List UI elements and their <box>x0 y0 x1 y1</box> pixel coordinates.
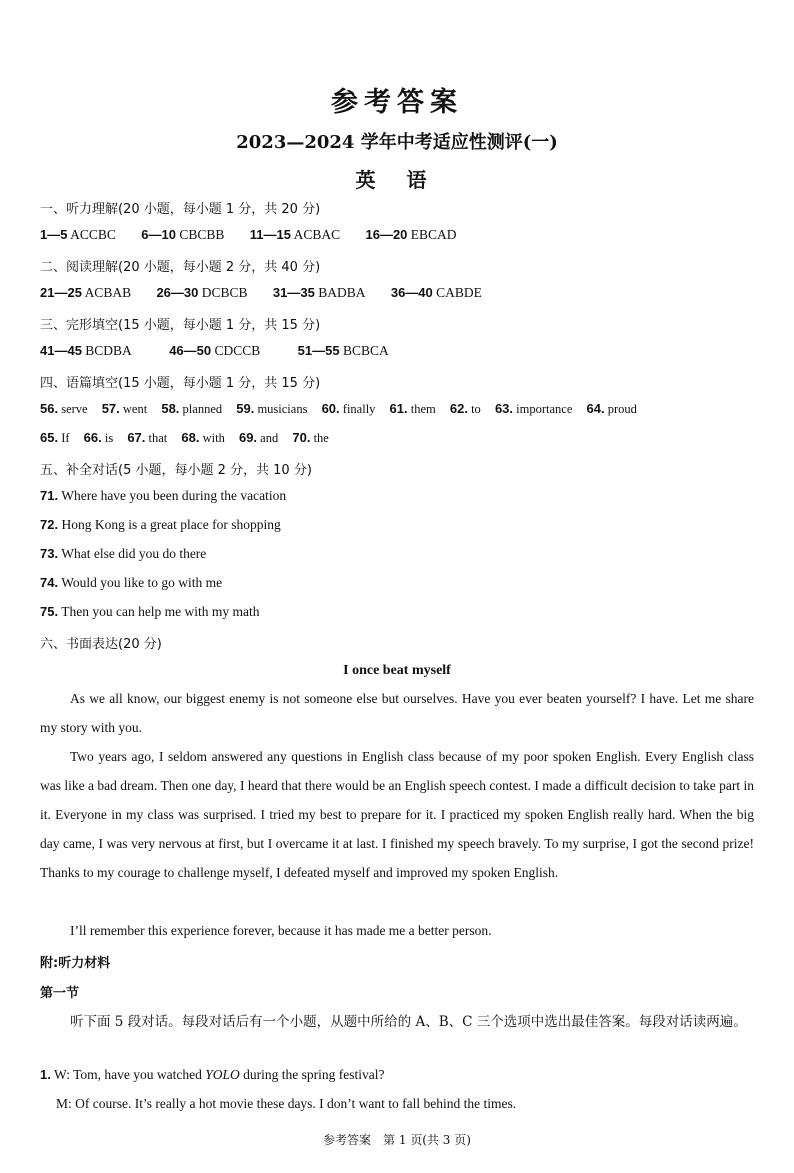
fill-answer: 62. to <box>449 401 481 416</box>
answer-group: 21—25 ACBAB <box>40 285 132 300</box>
answer-group: 16—20 EBCAD <box>365 227 457 242</box>
fill-answer: 60. finally <box>321 401 376 416</box>
section-1-heading: 一、听力理解(20 小题，每小题 1 分，共 20 分) <box>40 202 321 217</box>
answer-group: 36—40 CABDE <box>390 285 482 300</box>
section-5-heading: 五、补全对话(5 小题，每小题 2 分，共 10 分) <box>40 463 312 478</box>
section-4-answers-row-1 <box>40 401 637 417</box>
section-4-answers-row-2 <box>40 430 329 446</box>
answer-group: 26—30 DCBCB <box>156 285 248 300</box>
dialogue-answer: 74. Would you like to go with me <box>40 575 223 590</box>
essay-paragraph-2: Two years ago, I seldom answered any questions in English class because of my poor spoken English. Every English class was like a bad dream. Then one day, I heard that there would be an English speech contest. I made a difficult decision to take part in it. Everyone in my class was surprised. I tried my best to prepare for it. I practiced my spoken English really hard. When the big day came, I was very nervous at first, but I overcame it at last. I finished my speech bravely. To my surprise, I got the second prize! Thanks to my courage to challenge myself, I defeated myself and improved my spoken English. <box>40 749 754 880</box>
dialogue-answer: 75. Then you can help me with my math <box>40 604 260 619</box>
fill-answer: 59. musicians <box>236 401 308 416</box>
listening-script-line-w: 1. W: Tom, have you watched YOLO during the spring festival? <box>40 1067 385 1082</box>
appendix-part-heading: 第一节 <box>40 986 80 1001</box>
fill-answer: 56. serve <box>40 401 88 416</box>
fill-answer: 57. went <box>101 401 148 416</box>
section-2-answers <box>40 285 482 301</box>
fill-answer: 69. and <box>238 430 279 445</box>
fill-answer: 67. that <box>127 430 168 445</box>
appendix-heading: 附:听力材料 <box>40 956 111 971</box>
section-3-heading: 三、完形填空(15 小题，每小题 1 分，共 15 分) <box>40 318 321 333</box>
answer-group: 1—5 ACCBC <box>40 227 116 242</box>
dialogue-answer: 71. Where have you been during the vacation <box>40 488 287 503</box>
page-title: 参考答案 <box>331 87 463 118</box>
section-1-answers <box>40 227 457 243</box>
answer-group: 11—15 ACBAC <box>249 227 341 242</box>
essay-paragraph-1: As we all know, our biggest enemy is not someone else but ourselves. Have you ever beaten yourself? I have. Let me share my story with you. <box>40 691 754 735</box>
fill-answer: 58. planned <box>161 401 223 416</box>
essay-paragraph-3: I’ll remember this experience forever, because it has made me a better person. <box>70 923 492 938</box>
answer-group: 31—35 BADBA <box>272 285 366 300</box>
section-2-heading: 二、阅读理解(20 小题，每小题 2 分，共 40 分) <box>40 260 321 275</box>
fill-answer: 65. If <box>40 430 70 445</box>
answer-group: 6—10 CBCBB <box>141 227 225 242</box>
essay-title: I once beat myself <box>343 663 451 678</box>
fill-answer: 66. is <box>83 430 114 445</box>
fill-answer: 63. importance <box>494 401 573 416</box>
appendix-instruction: 听下面 5 段对话。每段对话后有一个小题，从题中所给的 A、B、C 三个选项中选出最佳答案。每段对话读两遍。 <box>70 1014 747 1030</box>
section-6-heading: 六、书面表达(20 分) <box>40 637 162 652</box>
page-footer: 参考答案 第 1 页(共 3 页) <box>323 1133 471 1147</box>
listening-script-line-m: M: Of course. It’s really a hot movie these days. I don’t want to fall behind the times. <box>56 1096 517 1111</box>
fill-answer: 61. them <box>389 401 436 416</box>
exam-subtitle: 2023—2024 学年中考适应性测评(一) <box>236 132 558 153</box>
fill-answer: 64. proud <box>586 401 637 416</box>
dialogue-answer: 72. Hong Kong is a great place for shopping <box>40 517 281 532</box>
fill-answer: 68. with <box>181 430 225 445</box>
answer-group: 51—55 BCBCA <box>297 343 389 358</box>
section-3-answers <box>40 343 389 359</box>
section-4-heading: 四、语篇填空(15 小题，每小题 1 分，共 15 分) <box>40 376 321 391</box>
answer-group: 46—50 CDCCB <box>169 343 261 358</box>
subject-heading: 英 语 <box>355 168 439 192</box>
dialogue-answer: 73. What else did you do there <box>40 546 207 561</box>
answer-group: 41—45 BCDBA <box>40 343 132 358</box>
fill-answer: 70. the <box>292 430 329 445</box>
